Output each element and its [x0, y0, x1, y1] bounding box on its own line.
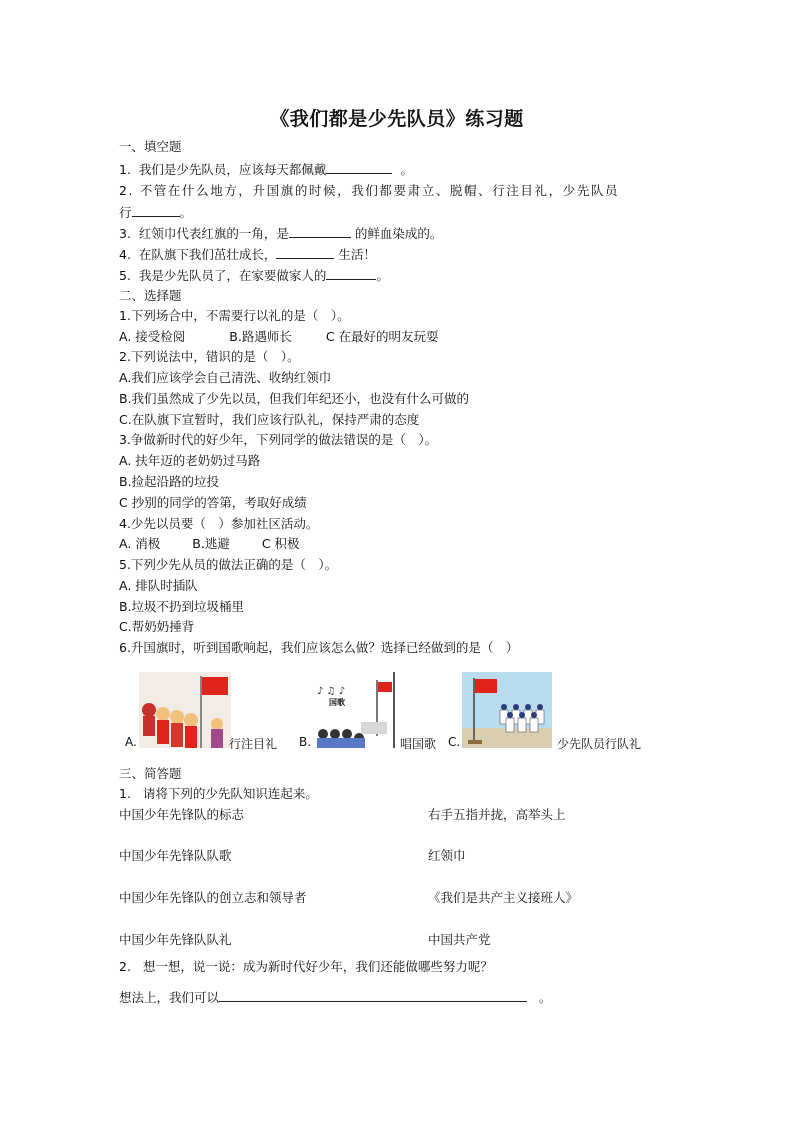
question-number: 5. — [119, 268, 131, 283]
question-3-2 — [119, 958, 493, 976]
option-b-letter: B. — [299, 735, 312, 749]
option-c[interactable]: C 积极 — [261, 536, 300, 551]
option-b[interactable]: B.捡起沿路的垃投 — [119, 474, 220, 489]
match-right-item[interactable]: 中国共产党 — [428, 932, 491, 947]
option-a-caption: 行注目礼 — [229, 737, 278, 751]
option-b[interactable]: B.路遇师长 — [229, 329, 292, 344]
question-2-4-stem: 4.少先以员要（ ）参加社区活动。 — [119, 516, 319, 531]
question-end: 的鲜血染成的。 — [354, 226, 443, 241]
flag-salute-illustration[interactable] — [139, 672, 231, 748]
option-c[interactable]: C.帮奶奶捶背 — [119, 619, 195, 634]
match-right-item[interactable]: 《我们是共产主义接班人》 — [428, 890, 579, 905]
singing-anthem-illustration[interactable] — [311, 672, 395, 748]
question-number: 4. — [119, 247, 131, 262]
question-number: 1. — [119, 162, 131, 177]
section-heading-fill-blank: 一、填空题 — [119, 139, 182, 154]
question-1-2-line1 — [119, 182, 619, 200]
question-end: 。 — [400, 162, 413, 177]
question-number: 3. — [119, 226, 131, 241]
match-right-item[interactable]: 红领巾 — [428, 848, 466, 863]
answer-blank[interactable] — [289, 224, 351, 238]
question-text: 在队旗下我们茁壮成长， — [138, 247, 277, 262]
option-b-caption: 唱国歌 — [400, 737, 437, 751]
question-end: 生活！ — [338, 247, 376, 262]
pioneer-salute-illustration[interactable] — [462, 672, 552, 748]
match-right-item[interactable]: 右手五指并拢，高举头上 — [428, 807, 566, 822]
option-c-caption: 少先队员行队礼 — [557, 737, 642, 751]
option-a[interactable]: A. 排队时插队 — [119, 578, 198, 593]
question-text: 红领巾代表红旗的一角，是 — [138, 226, 289, 241]
question-2-2-stem: 2.下列说法中，错识的是（ ）。 — [119, 349, 300, 364]
question-3-1 — [119, 785, 318, 803]
answer-blank[interactable] — [219, 988, 527, 1002]
answer-end: 。 — [538, 990, 552, 1005]
option-b[interactable]: B.逃避 — [192, 536, 230, 551]
answer-blank[interactable] — [276, 245, 334, 259]
page-title: 《我们都是少先队员》练习题 — [270, 108, 524, 130]
answer-lead: 想法上，我们可以 — [119, 990, 220, 1005]
answer-blank[interactable] — [132, 203, 180, 217]
option-a[interactable]: A. 扶年迈的老奶奶过马路 — [119, 453, 261, 468]
question-text: 我们是少先队员，应该每天都佩戴 — [138, 162, 327, 177]
answer-blank[interactable] — [326, 266, 376, 280]
question-1-4 — [119, 245, 376, 264]
question-end: 。 — [179, 205, 193, 220]
question-number: 2. — [119, 183, 135, 198]
section-heading-choice: 二、选择题 — [119, 288, 182, 303]
question-2-3-stem: 3.争做新时代的好少年，下列同学的做法错误的是（ ）。 — [119, 432, 438, 447]
question-text: 行 — [119, 205, 132, 220]
question-2-1-stem: 1.下列场合中，不需要行以礼的是（ ）。 — [119, 308, 350, 323]
question-1-3 — [119, 224, 442, 243]
question-2-4-options — [119, 535, 300, 553]
option-c-letter: C. — [448, 735, 461, 749]
option-b[interactable]: B.垃圾不扔到垃圾桶里 — [119, 599, 245, 614]
question-2-6-stem: 6.升国旗时，听到国歌响起，我们应该怎么做？选择已经做到的是（ ） — [119, 640, 519, 655]
option-b[interactable]: B.我们虽然成了少先以员，但我们年纪还小，也没有什么可做的 — [119, 391, 470, 406]
option-a[interactable]: A.我们应该学会自己清洗、收纳红领巾 — [119, 370, 332, 385]
question-1-1 — [119, 160, 413, 179]
question-end: 。 — [376, 268, 389, 283]
option-a[interactable]: A. 消极 — [119, 536, 161, 551]
question-1-5 — [119, 266, 389, 285]
option-c[interactable]: C 在最好的明友玩耍 — [325, 329, 439, 344]
match-left-item[interactable]: 中国少年先锋队队歌 — [119, 848, 232, 863]
question-text: 不管在什么地方，升国旗的时候，我们都要肃立、脱帽、行注目礼，少先队员 — [139, 183, 620, 198]
answer-line — [119, 988, 551, 1007]
option-c[interactable]: C.在队旗下宣暂时，我们应该行队礼，保持严肃的态度 — [119, 412, 420, 427]
option-c[interactable]: C 抄别的同学的答第，考取好成绩 — [119, 495, 307, 510]
option-a[interactable]: A. 接受检阅 — [119, 329, 186, 344]
question-number: 2. — [119, 959, 131, 974]
question-2-5-stem: 5.下列少先从员的做法正确的是（ ）。 — [119, 557, 338, 572]
answer-blank[interactable] — [326, 160, 392, 174]
question-1-2-line2 — [119, 203, 192, 222]
match-left-item[interactable]: 中国少年先锋队的创立志和领导者 — [119, 890, 307, 905]
question-text: 请将下列的少先队知识连起来。 — [142, 786, 318, 801]
match-left-item[interactable]: 中国少年先锋队的标志 — [119, 807, 245, 822]
question-number: 1. — [119, 786, 131, 801]
question-text: 想一想，说一说：成为新时代好少年，我们还能做哪些努力呢？ — [142, 959, 493, 974]
question-2-1-options — [119, 328, 439, 346]
section-heading-short-answer: 三、简答题 — [119, 766, 182, 781]
anthem-sign: 国歌 — [329, 698, 345, 707]
match-left-item[interactable]: 中国少年先锋队队礼 — [119, 932, 232, 947]
question-text: 我是少先队员了，在家要做家人的 — [138, 268, 327, 283]
option-a-letter: A. — [125, 735, 137, 749]
svg-text:♪ ♫ ♪: ♪ ♫ ♪ — [317, 686, 346, 697]
